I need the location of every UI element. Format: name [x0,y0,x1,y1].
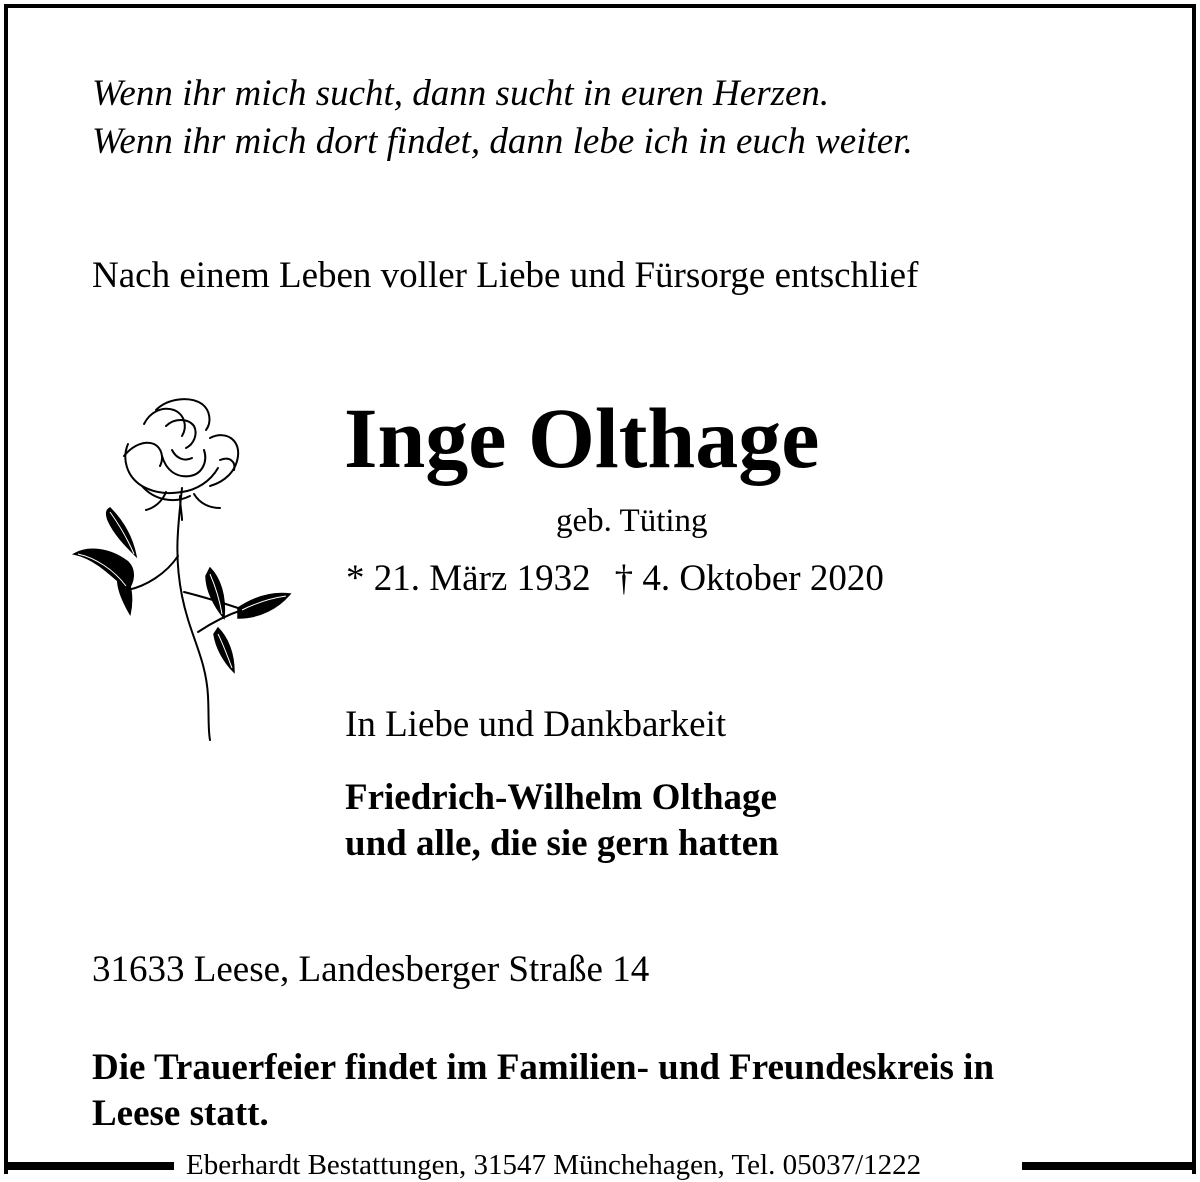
death-date: † 4. Oktober 2020 [614,558,884,599]
rose-icon [70,396,296,742]
funeral-notice [92,1045,994,1137]
funeral-home-footer: Eberhardt Bestattungen, 31547 Münchehagen, Tel. 05037/1222 [186,1149,922,1181]
motto-line-1: Wenn ihr mich sucht, dann sucht in euren Herzen. [92,73,830,114]
footer-rule-left [4,1162,174,1170]
motto [92,70,913,166]
footer-rule-right [1022,1162,1196,1170]
deceased-name: Inge Olthage [344,390,820,486]
birth-date: * 21. März 1932 [346,558,591,599]
mourners [345,775,779,867]
intro-text: Nach einem Leben voller Liebe und Fürsorge entschlief [92,255,919,296]
thanks-text: In Liebe und Dankbarkeit [345,704,727,745]
birth-name: geb. Tüting [556,503,708,539]
motto-line-2: Wenn ihr mich dort findet, dann lebe ich in euch weiter. [92,121,913,162]
funeral-line-1: Die Trauerfeier findet im Familien- und Freundeskreis in [92,1047,995,1088]
address-text: 31633 Leese, Landesberger Straße 14 [92,949,650,990]
mourner-line-1: Friedrich-Wilhelm Olthage [345,777,777,818]
life-dates [346,556,884,602]
mourner-line-2: und alle, die sie gern hatten [345,823,779,864]
funeral-line-2: Leese statt. [92,1093,269,1134]
